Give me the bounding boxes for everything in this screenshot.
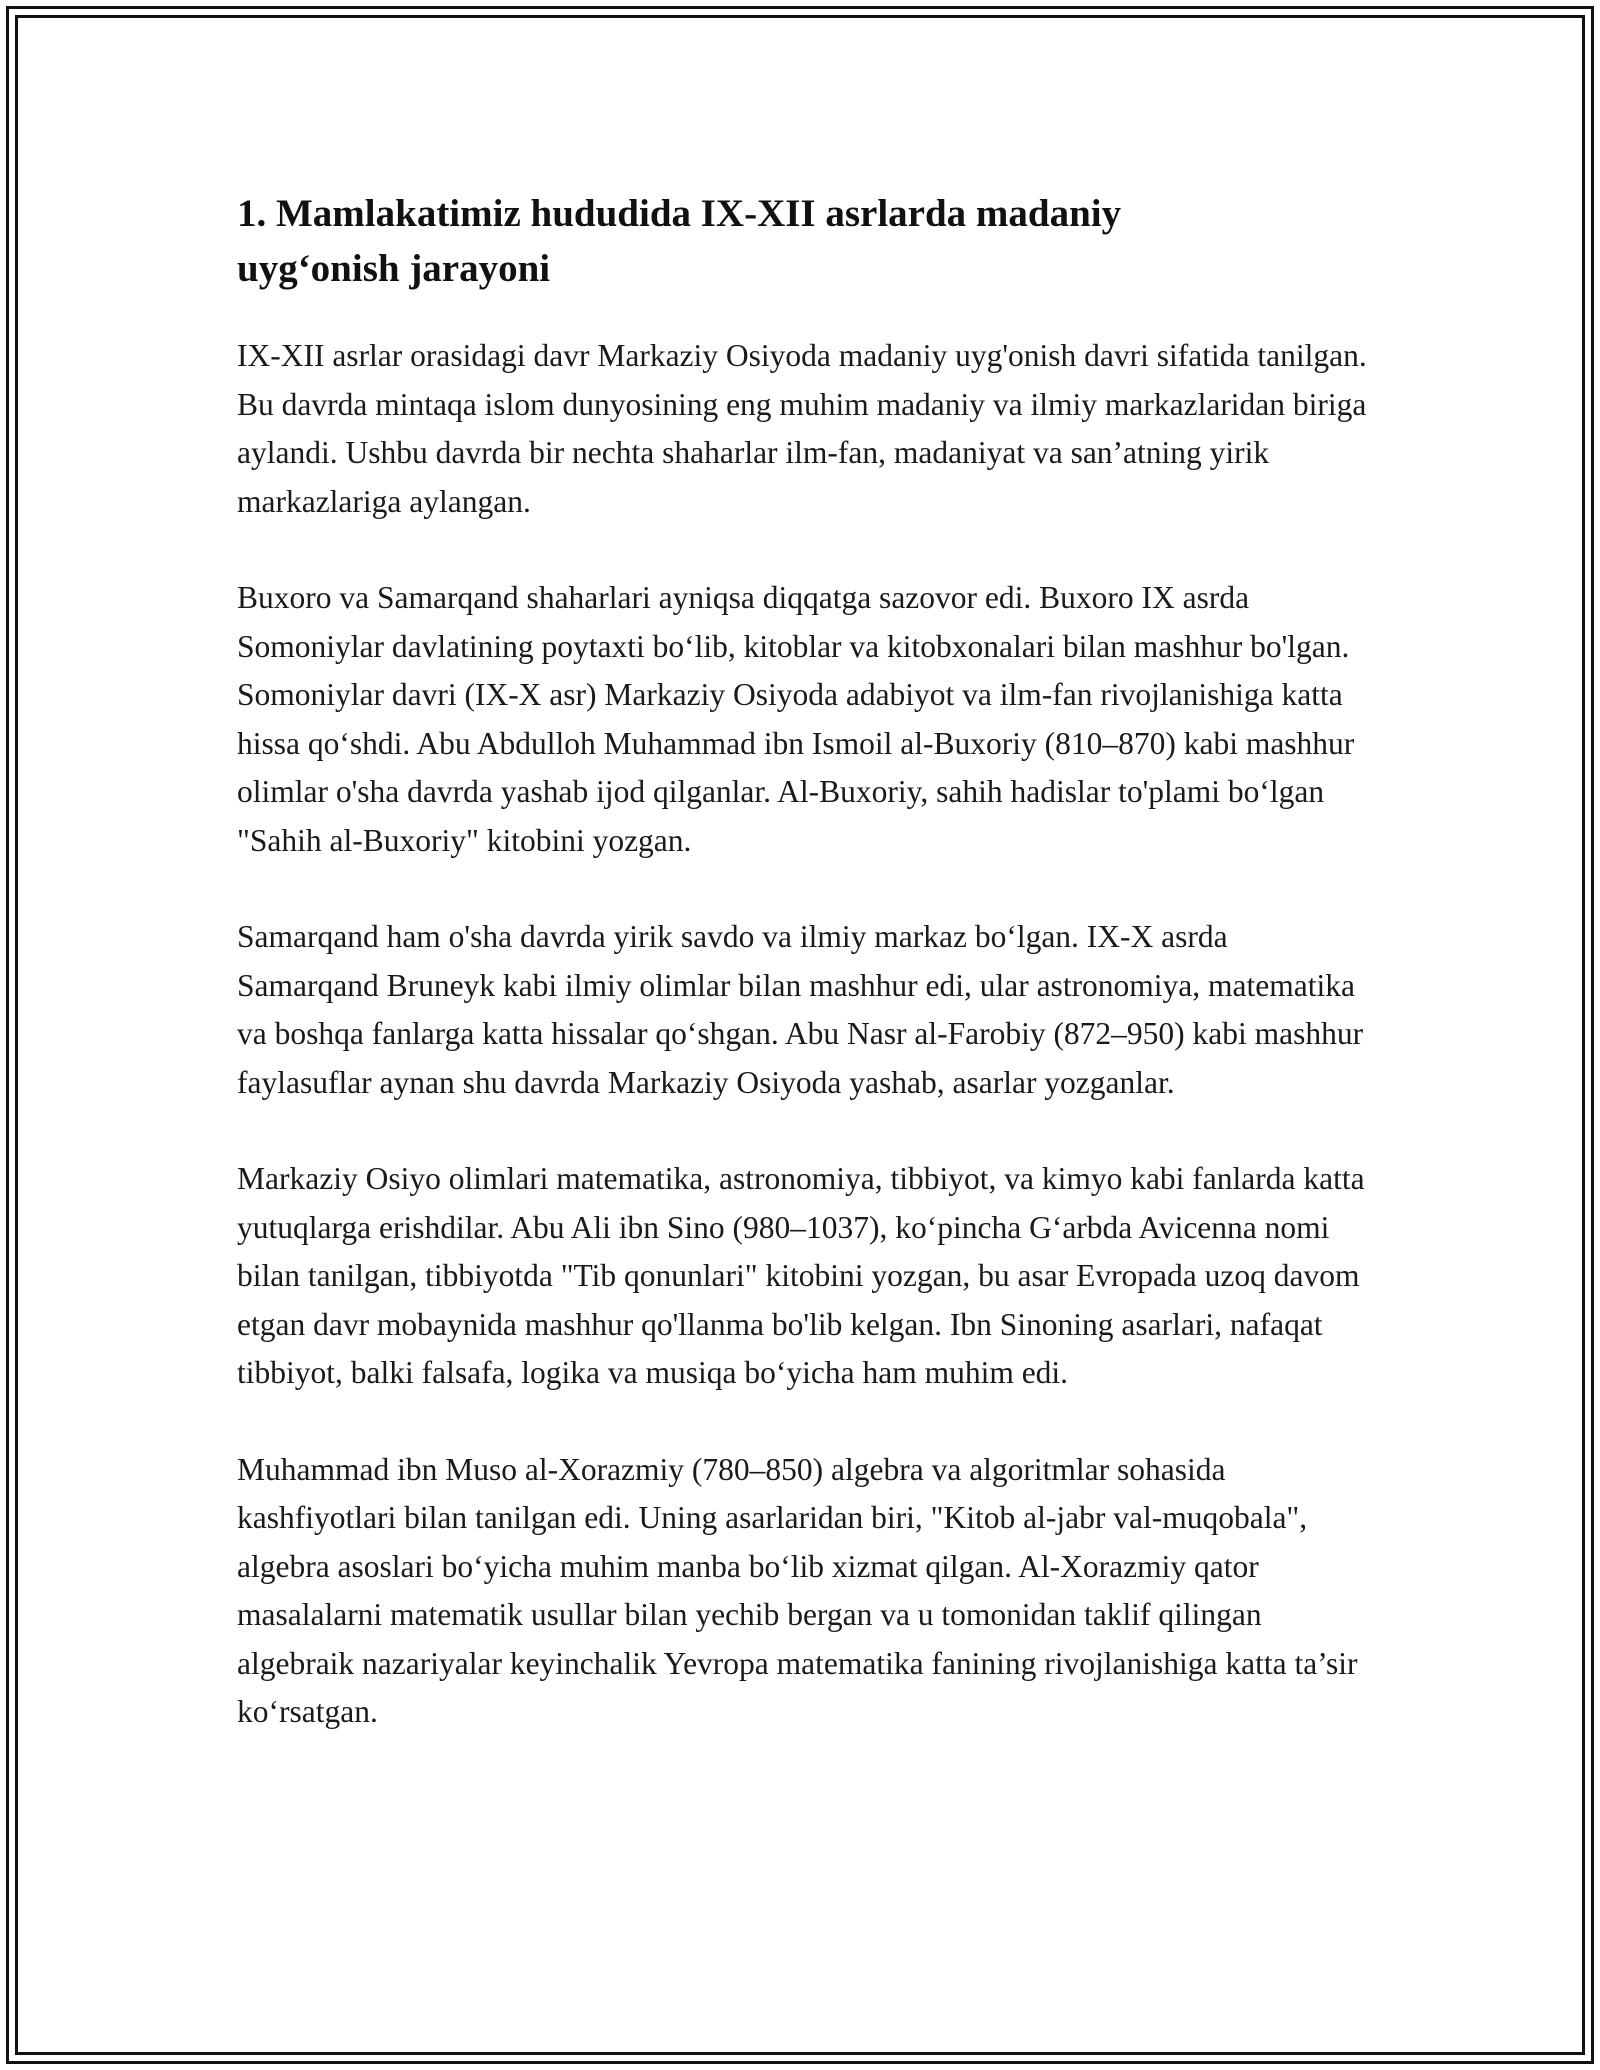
paragraph-al-khwarizmi: Muhammad ibn Muso al-Xorazmiy (780–850) algebra va algoritmlar sohasida kashfiyotlari bilan tanilgan edi. Uning asarlaridan biri, "Kitob al-jabr val-muqobala", algebra asoslari bo‘yicha muhim manba bo‘lib xizmat qilgan. Al-Xorazmiy qator masalalarni matematik usullar bilan yechib bergan va u tomonidan taklif qilingan algebraik nazariyalar keyinchalik Yevropa matematika fanining rivojlanishiga katta ta’sir ko‘rsatgan. (237, 1451, 1358, 1729)
paragraph-scholars: Markaziy Osiyo olimlari matematika, astronomiya, tibbiyot, va kimyo kabi fanlarda katta yutuqlarga erishdilar. Abu Ali ibn Sino (980–1037), ko‘pincha G‘arbda Avicenna nomi bilan tanilgan, tibbiyotda "Tib qonunlari" kitobini yozgan, bu asar Evropada uzoq davom etgan davr mobaynida mashhur qo'llanma bo'lib kelgan. Ibn Sinoning asarlari, nafaqat tibbiyot, balki falsafa, logika va musiqa bo‘yicha ham muhim edi. (237, 1161, 1365, 1390)
paragraph-bukhara: Buxoro va Samarqand shaharlari ayniqsa diqqatga sazovor edi. Buxoro IX asrda Somoniylar davlatining poytaxti bo‘lib, kitoblar va kitobxonalari bilan mashhur bo'lgan. Somoniylar davri (IX-X asr) Markaziy Osiyoda adabiyot va ilm-fan rivojlanishiga katta hissa qo‘shdi. Abu Abdulloh Muhammad ibn Ismoil al-Buxoriy (810–870) kabi mashhur olimlar o'sha davrda yashab ijod qilganlar. Al-Buxoriy, sahih hadislar to'plami bo‘lgan "Sahih al-Buxoriy" kitobini yozgan. (237, 580, 1355, 858)
section-heading: 1. Mamlakatimiz hududida IX-XII asrlarda madaniy uyg‘onish jarayoni (237, 192, 1122, 290)
paragraph-samarkand: Samarqand ham o'sha davrda yirik savdo va ilmiy markaz bo‘lgan. IX-X asrda Samarqand Bruneyk kabi ilmiy olimlar bilan mashhur edi, ular astronomiya, matematika va boshqa fanlarga katta hissalar qo‘shgan. Abu Nasr al-Farobiy (872–950) kabi mashhur faylasuflar aynan shu davrda Markaziy Osiyoda yashab, asarlar yozganlar. (237, 919, 1364, 1100)
document-body (237, 186, 1377, 1785)
paragraph-intro: IX-XII asrlar orasidagi davr Markaziy Osiyoda madaniy uyg'onish davri sifatida tanilgan. Bu davrda mintaqa islom dunyosining eng muhim madaniy va ilmiy markazlaridan biriga aylandi. Ushbu davrda bir nechta shaharlar ilm-fan, madaniyat va san’atning yirik markazlariga aylangan. (237, 338, 1367, 519)
